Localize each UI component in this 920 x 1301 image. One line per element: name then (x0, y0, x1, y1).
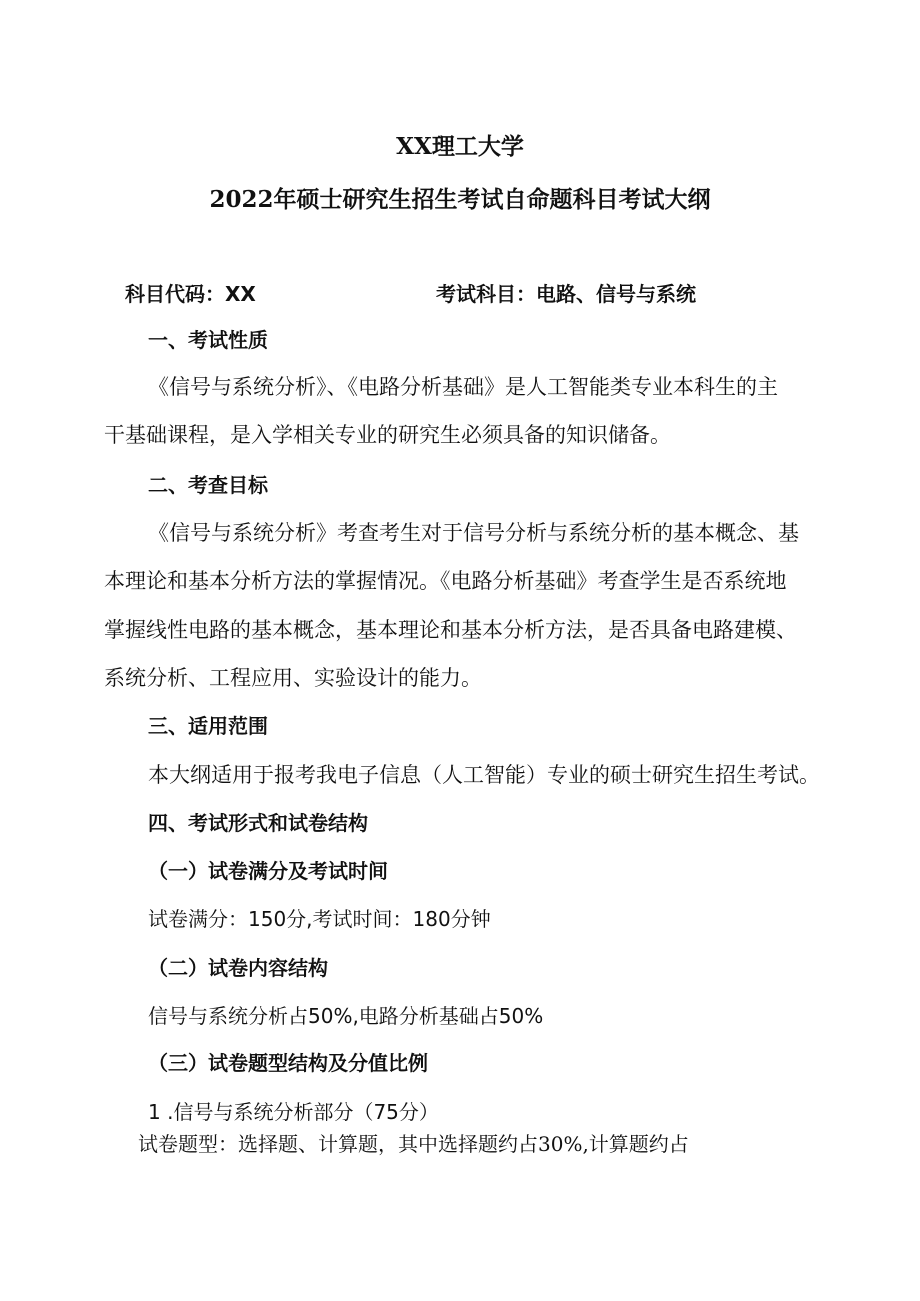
section-1-paragraph-line: 干基础课程，是入学相关专业的研究生必须具备的知识储备。 (104, 423, 671, 447)
section-2-heading: 二、考查目标 (148, 473, 268, 497)
subsection-3-item: 1 .信号与系统分析部分（75分） (148, 1100, 439, 1124)
subsection-1-heading: （一）试卷满分及考试时间 (148, 859, 388, 883)
section-2-paragraph-line: 系统分析、工程应用、实验设计的能力。 (104, 666, 482, 690)
subsection-3-item-text: 试卷题型：选择题、计算题，其中选择题约占30%,计算题约占 (138, 1132, 689, 1156)
subsection-1-text: 试卷满分：150分,考试时间：180分钟 (148, 907, 491, 931)
exam-subject: 考试科目：电路、信号与系统 (436, 282, 696, 306)
section-2-paragraph-line: 《信号与系统分析》考查考生对于信号分析与系统分析的基本概念、基 (148, 521, 799, 545)
section-2-paragraph-line: 掌握线性电路的基本概念，基本理论和基本分析方法，是否具备电路建模、 (104, 618, 797, 642)
section-1-heading: 一、考试性质 (148, 328, 268, 352)
section-4-heading: 四、考试形式和试卷结构 (148, 811, 368, 835)
subsection-2-text: 信号与系统分析占50%,电路分析基础占50% (148, 1004, 544, 1028)
subsection-2-heading: （二）试卷内容结构 (148, 956, 328, 980)
subject-code: 科目代码：XX (125, 282, 256, 306)
section-3-paragraph: 本大纲适用于报考我电子信息（人工智能）专业的硕士研究生招生考试。 (148, 763, 820, 787)
exam-outline-title: 2022年硕士研究生招生考试自命题科目考试大纲 (209, 186, 711, 213)
section-3-heading: 三、适用范围 (148, 714, 268, 738)
section-1-paragraph-line: 《信号与系统分析》、《电路分析基础》是人工智能类专业本科生的主 (148, 375, 778, 399)
section-2-paragraph-line: 本理论和基本分析方法的掌握情况。《电路分析基础》考查学生是否系统地 (104, 569, 787, 593)
subsection-3-heading: （三）试卷题型结构及分值比例 (148, 1051, 428, 1075)
university-title: XX理工大学 (396, 133, 524, 160)
